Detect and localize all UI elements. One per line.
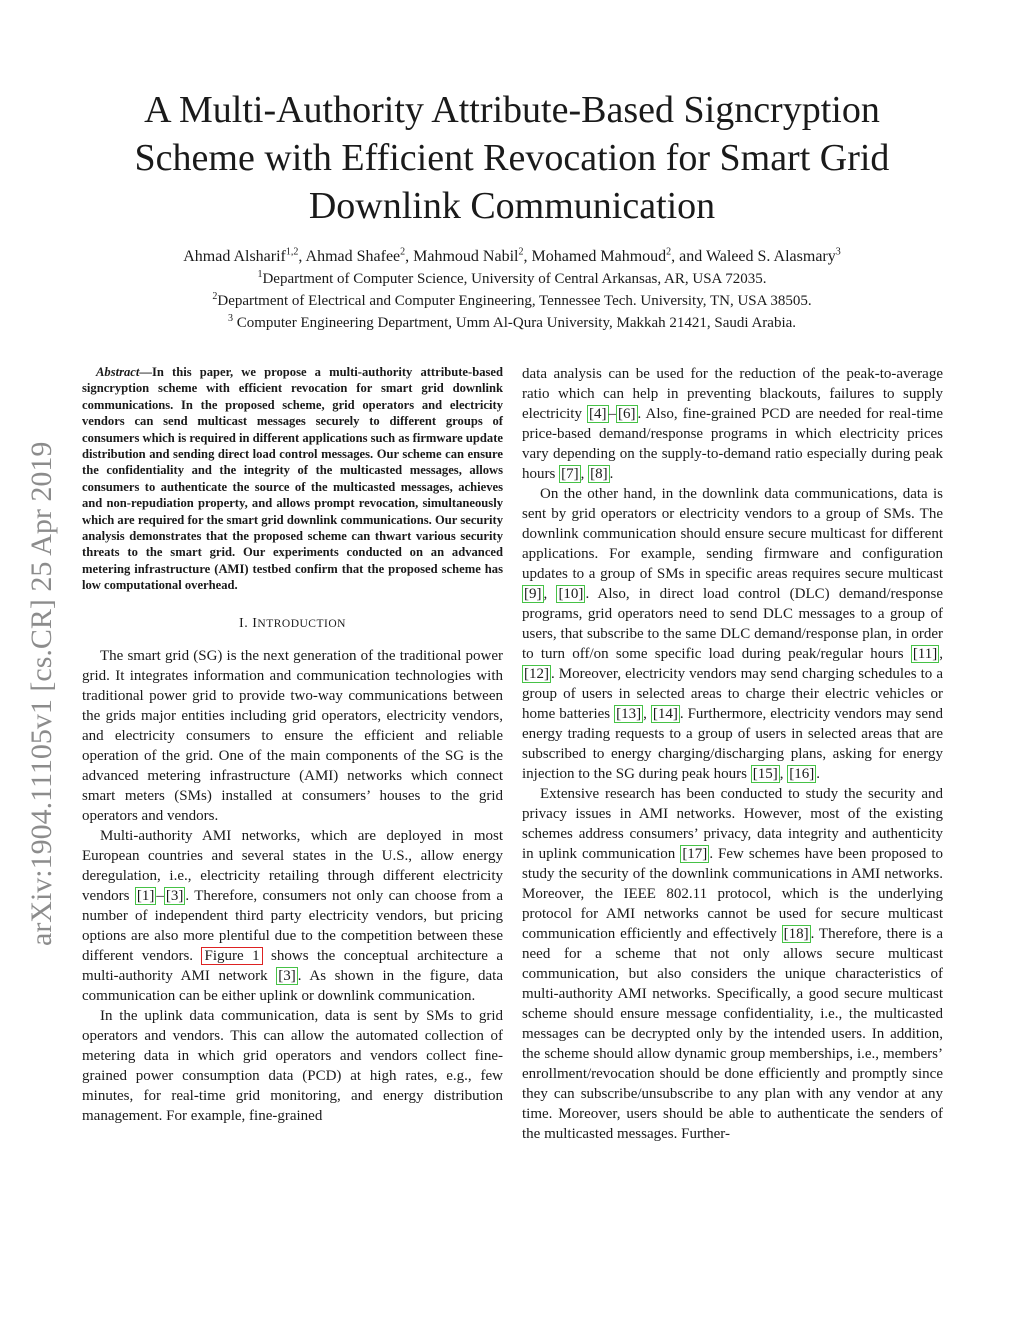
paragraph (522, 364, 943, 484)
citation-link[interactable]: [13] (616, 706, 642, 722)
author-list (80, 246, 944, 268)
paragraph-text: . Also, fine-grained PCD are needed for real-time price-based demand/response programs in which electricity prices vary depending on the supply-to-demand ratio especially during peak hours (522, 406, 943, 482)
author-name: Waleed S. Alasmary (705, 248, 836, 265)
affiliation-mark: 3 (227, 313, 233, 324)
citation-link[interactable]: [18] (783, 926, 809, 942)
paragraph-text: . Moreover, electricity vendors may send charging schedules to a group of users in selected areas to charge their electric vehicles or home batteries (522, 666, 943, 722)
author-affiliation-mark: 2 (400, 246, 406, 258)
author-name: Ahmad Alsharif (183, 248, 286, 265)
paragraph-text: – (156, 887, 164, 904)
author-separator: , and (671, 248, 706, 265)
citation-link[interactable]: [9] (524, 586, 542, 602)
citation-link[interactable]: [16] (789, 766, 815, 782)
affiliation-text: Computer Engineering Department, Umm Al-Qura University, Makkah 21421, Saudi Arabia. (232, 315, 797, 331)
paragraph (522, 484, 943, 784)
paragraph-text: , (779, 766, 788, 782)
paper-title (90, 86, 934, 230)
citation-link[interactable]: [14] (652, 706, 678, 722)
paragraph-text: . As shown in the figure, data communication can be either uplink or downlink communication. (82, 967, 504, 1004)
paragraph-text: Multi-authority AMI networks, which are deployed in most European countries and several states in the U.S., allow energy deregulation, i.e., electricity retailing through different electricity vendors (82, 827, 503, 904)
title-line: Downlink Communication (308, 185, 716, 227)
author-affiliation-mark: 2 (666, 246, 672, 258)
author-name: Mohamed Mahmoud (531, 248, 667, 265)
author-affiliation-mark: 3 (835, 246, 841, 258)
abstract (82, 364, 503, 594)
arxiv-identifier: arXiv:1904.11105v1 [cs.CR] 25 Apr 2019 (25, 441, 58, 946)
affiliation (80, 290, 944, 312)
title-line: Scheme with Efficient Revocation for Smart Grid (134, 137, 890, 179)
paragraph-text: shows the conceptual architecture a multi-authority AMI network (82, 947, 503, 984)
right-column (522, 364, 943, 1144)
paragraph-text: Extensive research has been conducted to study the security and privacy issues in AMI networks. However, most of the existing schemes address consumers’ privacy, data integrity and authenticity in uplink communication (522, 786, 943, 862)
paragraph: The smart grid (SG) is the next generation of the traditional power grid. It integrates information and communication technologies with traditional power grid to provide two-way communications between the grids major entities including grid operators, electricity vendors, and electricity consumers to ensure the efficient and reliable operation of the grid. One of the main components of the SG is the advanced metering infrastructure (AMI) networks which connect smart meters (SMs) installed at consumers’ houses to the grid operators and vendors. (82, 647, 503, 824)
paragraph-text: , (580, 466, 589, 482)
paragraph-text: data analysis can be used for the reduction of the peak-to-average ratio which can help in preventing blackouts, failures to supply electricity (522, 366, 943, 422)
affiliation-list (80, 268, 944, 334)
affiliation-mark: 1 (257, 269, 263, 280)
paragraph-text: . Therefore, consumers not only can choose from a number of independent third party electricity vendors, but pricing options are also more plentiful due to the competition between these different vendors. (82, 887, 503, 964)
affiliation (80, 312, 944, 334)
paragraph: In the uplink data communication, data is sent by SMs to grid operators and vendors. This can allow the automated collection of metering data in which grid operators and vendors collect fine-grained power consumption data (PCD) at high rates, e.g., few minutes, for real-time grid monitoring, and energy distribution management. For example, fine-grained (82, 1007, 503, 1124)
left-column (82, 364, 503, 1126)
paragraph (522, 784, 943, 1144)
paragraph-text: – (608, 406, 617, 422)
paragraph-text: , (939, 646, 943, 662)
citation-link[interactable]: [4] (589, 406, 607, 422)
paragraph-text: , (543, 586, 557, 602)
author-name: Ahmad Shafee (305, 248, 401, 265)
section-number: I. (239, 615, 253, 631)
affiliation-text: Department of Computer Science, University of Central Arkansas, AR, USA 72035. (262, 271, 767, 287)
paragraph-text: . Therefore, there is a need for a scheme that not only allows secure multicast communication, but also considers the unique characteristics of multi-authority AMI networks. Specifically, a good secure multicast scheme should ensure message confidentiality, i.e., the multicasted messages can be decrypted only by the intended users. In addition, the scheme should allow dynamic group memberships, i.e., members’ enrollment/revocation should be done efficiently and promptly since they can subscribe/unsubscribe to any plan with any vendor at any time. Moreover, users should be able to authenticate the senders of the multicasted messages. Further- (522, 926, 943, 1142)
citation-link[interactable]: [10] (558, 586, 584, 602)
paragraph-text: . Furthermore, electricity vendors may send energy trading requests to a group of users in selected areas that are subscribed to energy charging/discharging plans, asking for energy injection to the SG during peak hours (522, 706, 943, 782)
citation-link[interactable]: [8] (590, 466, 608, 482)
section-heading (82, 614, 503, 634)
section-title-cap: I (252, 615, 258, 631)
citation-link[interactable]: [11] (912, 646, 938, 662)
paragraph-text: . Also, in direct load control (DLC) demand/response programs, grid operators need to send DLC messages to a group of users, that subscribe to the same DLC demand/response plan, in order to turn off/on some specific load during peak/regular hours (522, 586, 943, 662)
affiliation-text: Department of Electrical and Computer Engineering, Tennessee Tech. University, TN, USA 38505. (217, 293, 812, 309)
citation-link[interactable]: [17] (682, 846, 708, 862)
figure-link[interactable]: Figure 1 (201, 947, 262, 965)
citation-link[interactable]: [3] (165, 887, 184, 904)
abstract-text: —In this paper, we propose a multi-authority attribute-based signcryption scheme with efficient revocation for smart grid downlink communications. In the proposed scheme, grid operators and electricity vendors can send multicast messages securely to different groups of consumers which is required in different applications such as firmware update distribution and sending direct load control messages. Our scheme can ensure the confidentiality and the integrity of the multicasted messages, allows consumers to authenticate the source of the multicasted messages, achieves and non-repudiation property, and allows prompt revocation, simultaneously which are required for the smart grid downlink communications. Our security analysis demonstrates that the proposed scheme can thwart various security threats to the smart grid. Our experiments conducted on an advanced metering infrastructure (AMI) testbed confirm that the proposed scheme has low computational overhead. (82, 365, 503, 593)
affiliation-mark: 2 (212, 291, 218, 302)
paragraph (82, 826, 503, 1006)
paragraph-text: On the other hand, in the downlink data communications, data is sent by grid operators or electricity vendors to a group of SMs. The downlink communication should ensure secure multicast for different applications. For example, sending firmware and configuration updates to a group of SMs in specific areas requires secure multicast (522, 486, 943, 582)
paragraph-text: . (816, 766, 820, 782)
citation-link[interactable]: [15] (752, 766, 778, 782)
paragraph-text: . (609, 466, 614, 482)
citation-link[interactable]: [6] (618, 406, 636, 422)
citation-link[interactable]: [3] (278, 967, 296, 984)
author-affiliation-mark: 2 (518, 246, 524, 258)
title-line: A Multi-Authority Attribute-Based Signcryption (144, 89, 880, 131)
section-title-rest: NTRODUCTION (257, 617, 346, 630)
paragraph-text: , (643, 706, 651, 722)
author-affiliation-mark: 1,2 (285, 246, 299, 258)
abstract-label: Abstract (96, 365, 140, 379)
author-separator: , (523, 248, 532, 265)
author-name: Mahmoud Nabil (413, 248, 519, 265)
citation-link[interactable]: [12] (524, 666, 549, 682)
affiliation (80, 268, 944, 290)
author-separator: , (405, 248, 414, 265)
paragraph-text: . Few schemes have been proposed to study the security of the downlink communications in AMI networks. Moreover, the IEEE 802.11 protocol, which is the underlying protocol for AMI networks cannot be used for secure multicast communication efficiently and effectively (522, 846, 943, 942)
author-separator: , (298, 248, 306, 265)
citation-link[interactable]: [7] (561, 466, 579, 482)
citation-link[interactable]: [1] (136, 887, 155, 904)
